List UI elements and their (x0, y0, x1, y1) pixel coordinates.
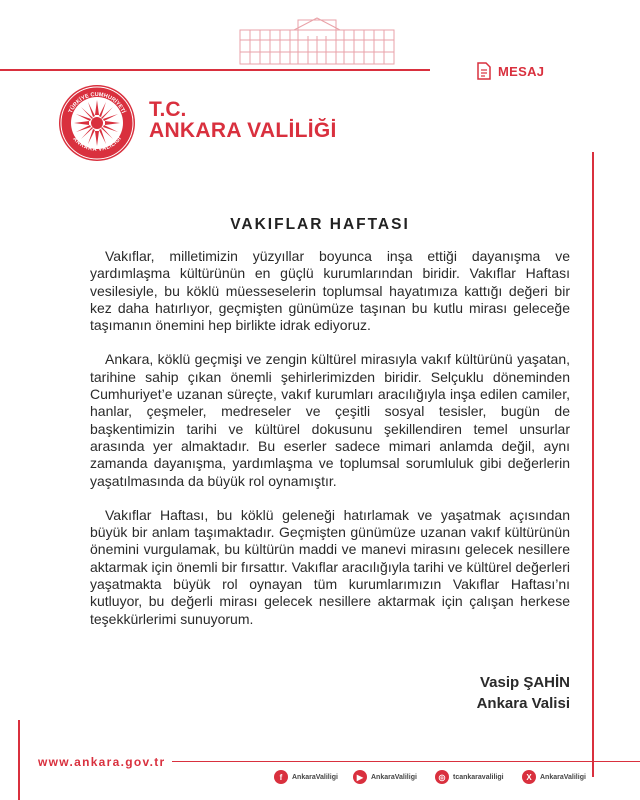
document-icon (476, 62, 492, 80)
youtube-icon: ▶ (353, 770, 367, 784)
social-x[interactable] (522, 770, 586, 784)
office-heading: ANKARA VALİLİĞİ (149, 119, 337, 142)
social-handle: AnkaraValiligi (292, 773, 338, 781)
social-handle: AnkaraValiligi (371, 773, 417, 781)
paragraph: Ankara, köklü geçmişi ve zengin kültürel mirasıyla vakıf kültürünü yaşatan, tarihine sahip çıkan önemli şehirlerimizden biridir. Selçuklu döneminden Cumhuriyet’e uzanan süreçte, vakıf kurumları aracılığıyla inşa edilen camiler, hanlar, çeşmeler, medreseler ve çeşitli sosyal tesisler, bugün de başkentimizin tarihi ve kültürel dokusunu şekillendiren temel unsurlar arasında yer almaktadır. Bu eserler sadece mimari anlamda değil, aynı zamanda dayanışma, yardımlaşma ve toplumsal sorumluluk gibi değerlerin yaşatılmasında da büyük rol oynamıştır. (90, 351, 570, 489)
social-youtube[interactable] (353, 770, 417, 784)
paragraph: Vakıflar Haftası, bu köklü geleneği hatırlamak ve yaşatmak açısından büyük bir anlam taşımaktadır. Geçmişten günümüze uzanan vakıf kültürünün önemini vurgulamak, bu kültürün maddi ve manevi mirasını gelecek nesillere aktarmak için önemli bir fırsattır. Vakıflar aracılığıyla tarihi ve kültürel değerleri yaşatmakta büyük rol oynayan tüm kurumlarımızın Vakıflar Haftası’nı kutluyor, bu değerli mirası gelecek nesillere aktarmak için çalışan herkese teşekkürlerimi sunuyorum. (90, 506, 570, 627)
mesaj-badge (476, 62, 544, 80)
left-vertical-line (18, 720, 20, 800)
website-link[interactable]: www.ankara.gov.tr (38, 755, 166, 769)
building-illustration (238, 16, 396, 66)
facebook-icon: f (274, 770, 288, 784)
document-body (90, 248, 570, 645)
social-facebook[interactable] (274, 770, 338, 784)
signature-title: Ankara Valisi (476, 695, 570, 712)
footer-divider-line (172, 761, 640, 762)
signature-block (477, 672, 570, 714)
x-icon: X (522, 770, 536, 784)
header-divider-line (0, 69, 430, 71)
social-handle: tcankaravaliligi (453, 773, 504, 781)
mesaj-label: MESAJ (498, 63, 545, 79)
seal-bottom-text: ANKARA VALİLİĞİ (71, 136, 123, 153)
document-title: VAKIFLAR HAFTASI (230, 216, 410, 233)
valilik-seal-logo (58, 84, 136, 162)
tc-heading: T.C. (149, 98, 187, 121)
social-handle: AnkaraValiligi (540, 773, 586, 781)
social-instagram[interactable] (435, 770, 504, 784)
seal-top-text: TÜRKİYE CUMHURİYETİ (68, 91, 126, 115)
paragraph: Vakıflar, milletimizin yüzyıllar boyunca inşa ettiği dayanışma ve yardımlaşma kültürünün en güçlü kurumlarından biridir. Vakıflar Haftası vesilesiyle, bu köklü müesseselerin toplumsal hayatımıza kattığı değeri bir kez daha hatırlıyor, geçmişten günümüze taşınan bu kutlu mirası geleceğe taşımanın önemini hep birlikte idrak ediyoruz. (90, 248, 570, 334)
instagram-icon: ◎ (435, 770, 449, 784)
right-vertical-line (592, 152, 594, 777)
signature-name: Vasip ŞAHİN (479, 674, 570, 691)
